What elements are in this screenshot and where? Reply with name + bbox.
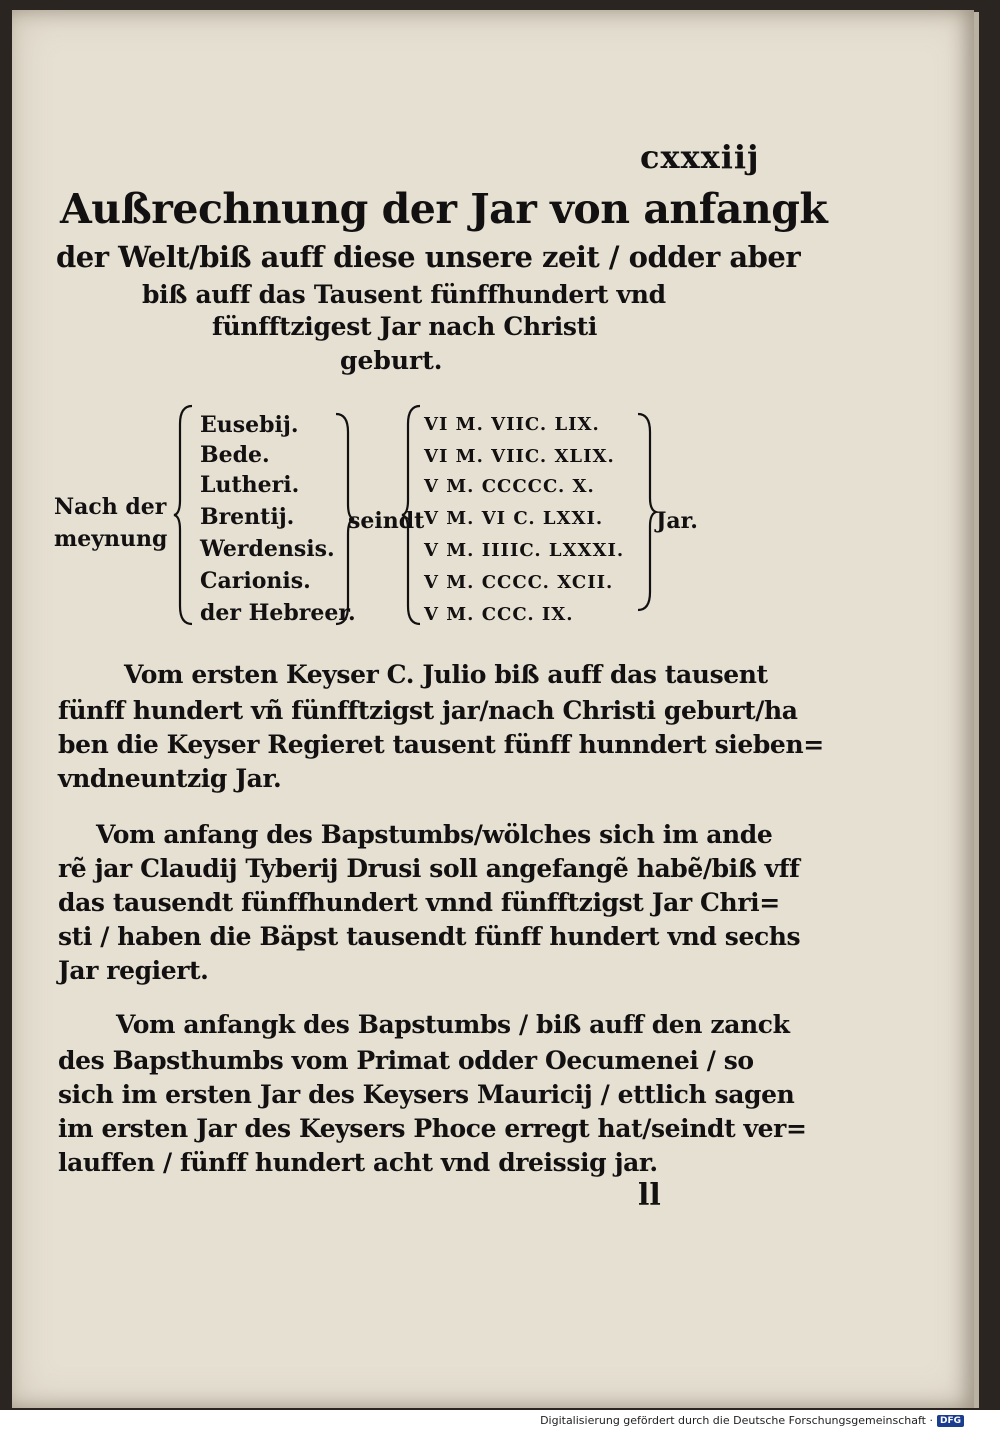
left-brace-icon [400,404,424,626]
footer-credit: Digitalisierung gefördert durch die Deutsche Forschungsgemeinschaft · [540,1414,933,1427]
right-brace-icon [636,412,658,612]
table-lead-line: Nach der [54,494,167,520]
author-entry: Brentij. [200,504,295,530]
paragraph-line: Vom anfang des Bapstumbs/wölches sich im ande [96,820,773,849]
paragraph-line: Vom ersten Keyser C. Julio biß auff das tausent [124,660,768,689]
page-edge [974,12,979,1408]
paragraph-line: ben die Keyser Regieret tausent fünff hunndert sieben= [58,730,824,759]
digitization-footer [540,1414,964,1427]
year-count: V M. CCCC. XCII. [424,572,614,593]
paragraph-line: Jar regiert. [58,956,209,985]
paragraph-line: im ersten Jar des Keysers Phoce erregt hat/seindt ver= [58,1114,807,1143]
year-count: VI M. VIIC. XLIX. [424,446,615,467]
paragraph-line: sti / haben die Bäpst tausendt fünff hundert vnd sechs [58,922,801,951]
title-line: geburt. [340,346,443,375]
paragraph-line: vndneuntzig Jar. [58,764,282,793]
title-line: der Welt/biß auff diese unsere zeit / odder aber [56,240,801,274]
year-count: V M. VI C. LXXI. [424,508,604,529]
paragraph-line: fünff hundert vñ fünfftzigst jar/nach Christi geburt/ha [58,696,798,725]
author-entry: Bede. [200,442,270,468]
author-entry: Werdensis. [200,536,335,562]
author-entry: Lutheri. [200,472,300,498]
dfg-logo: DFG [937,1415,964,1427]
paragraph-line: rẽ jar Claudij Tyberij Drusi soll angefangẽ habẽ/biß vff [58,854,800,883]
title-line: fünfftzigest Jar nach Christi [212,312,598,341]
paragraph-line: sich im ersten Jar des Keysers Mauricij / ettlich sagen [58,1080,795,1109]
left-brace-icon [172,404,196,626]
folio-number: cxxxiij [640,138,760,176]
paragraph-line: Vom anfangk des Bapstumbs / biß auff den zanck [116,1010,790,1039]
paragraph-line: lauffen / fünff hundert acht vnd dreissig jar. [58,1148,658,1177]
author-entry: Eusebij. [200,412,299,438]
year-count: VI M. VIIC. LIX. [424,414,600,435]
table-unit: Jar. [656,508,698,534]
year-count: V M. CCC. IX. [424,604,574,625]
year-count: V M. CCCCC. X. [424,476,595,497]
paragraph-line: des Bapsthumbs vom Primat odder Oecumenei / so [58,1046,754,1075]
paragraph-line: das tausendt fünffhundert vnnd fünfftzigst Jar Chri= [58,888,780,917]
year-count: V M. IIIIC. LXXXI. [424,540,625,561]
author-entry: der Hebreer. [200,600,356,626]
author-entry: Carionis. [200,568,311,594]
title-line: biß auff das Tausent fünffhundert vnd [142,280,666,309]
table-connector: seindt [348,508,425,534]
signature-mark: ll [638,1178,661,1213]
table-lead-line: meynung [54,526,168,552]
title-line: Außrechnung der Jar von anfangk [60,185,828,233]
